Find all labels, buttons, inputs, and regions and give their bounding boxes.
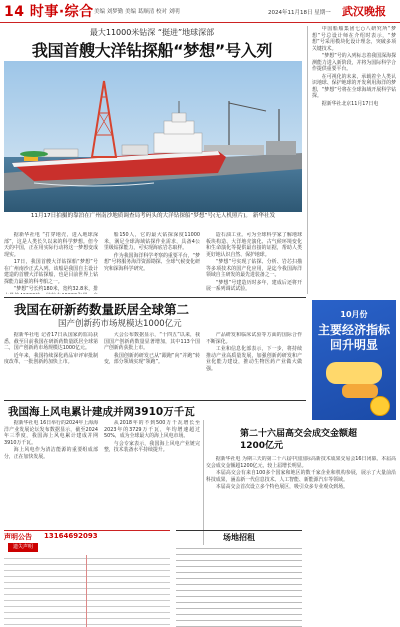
paragraph: “梦想”号的入列标志着我国深海探测能力进入新阶段，并将为国际科学合作提供重要平台。 [312, 53, 396, 72]
paragraph: 大会公布数据显示，“十四五”以来，我国国产创新药数量显著增加，其中113个国产创新药获批上市。 [104, 332, 200, 351]
top-story-headline: 我国首艘大洋钻探船“梦想”号入列 [31, 41, 273, 60]
coin-icon [370, 396, 390, 416]
ads-title: 声明公告 [4, 533, 32, 541]
paragraph: 船150人，它的最大钻探深度11000米，满足全球海域钻探作业需求，具备4公里级钻探能力，可实现海底岩芯取样。 [104, 232, 200, 251]
rental-ads [176, 530, 302, 627]
paragraph: 与会专家表示，我国海上风电产业链完整，技术装备水平持续提升。 [104, 440, 200, 453]
promo-decoration [342, 384, 378, 398]
paragraph: 产品研发和临床试验等方面的国际合作不断深化。 [206, 332, 302, 345]
ship-photo [4, 61, 302, 212]
paragraph: 本届高交会有来自100多个国家和地区的数千家企业和机构参展，展示了大量前沿科技成果，涵盖新一代信息技术、人工智能、新能源汽车等领域。 [206, 470, 396, 483]
story4-headline-line-1 [240, 428, 380, 452]
story3-col-2 [104, 420, 200, 526]
issue-date: 2024年11月18日 星期一 [268, 10, 331, 16]
paragraph: 近年来，我国持续深化药品审评审批制度改革，一批创新药加快上市。 [4, 352, 98, 365]
paragraph: 本届高交会首次设立多个特色展区，吸引众多专业观众到场。 [215, 484, 348, 490]
paragraph: 据新华社电 16日举行的2024年上海海洋产业发展论坛发布数据显示，截至2024年三季度，我国海上风电累计建成并网3910万千瓦。 [4, 420, 98, 446]
story2-subhead: 国产创新药市场规模达1000亿元 [58, 319, 182, 329]
column-divider [307, 26, 308, 294]
ads-listing-text [4, 555, 170, 627]
paragraph: 据新华社电 记者17日从国家药监局获悉，截至目前我国在研新药数量跃居全球第二，国产创新药市场规模达1000亿元。 [4, 332, 98, 351]
paragraph: 据新华社电 为期三天的第二十六届中国国际高新技术成果交易会16日闭幕。本届高交会成交金额超1200亿元，较上届增长明显。 [206, 456, 396, 469]
top-story-col-3 [206, 232, 302, 294]
story3-col-1 [4, 420, 98, 526]
paragraph: “梦想”号实现了钻探、分析、岩芯扫描等多项技术的国产化应用，是迄今我国海洋领域自主研发的最先进装备之一。 [206, 259, 302, 278]
story2-headline: 我国在研新药数量跃居全球第二 [14, 302, 190, 317]
story2-col-3 [206, 332, 302, 396]
ads-tag: 遗失声明 [8, 543, 38, 552]
rental-listing-text [176, 545, 302, 627]
paragraph: 据新华社北京11月17日电 [321, 100, 379, 107]
paragraph: 造石油工业。可为全球科学家了解地球板块构造、大洋地壳演化、古气候环境变化和生命演化等提供最直接的证据，帮助人类更好地认识自然、保护地球。 [206, 232, 302, 258]
top-story-col-4 [312, 26, 396, 294]
paper-name: 武汉晚报 [342, 5, 386, 18]
top-story-subhead: 最大11000米钻深 “挺进”地球深部 [89, 28, 215, 37]
promo-line-3: 回升明显 [329, 338, 378, 352]
paragraph: “梦想”号建造历时多年，建成后还将开展一系列调试试验。 [206, 279, 302, 292]
paragraph: “梦想”号长约180米，宽约32.8米，排 [13, 286, 98, 292]
promo-line-2: 主要经济指标 [317, 323, 390, 337]
paragraph: 工业和信息化部表示，下一步，将持续推动产业高质量发展，加强创新药研发和产业化能力建设，推动生物医药产业做大做强。 [206, 346, 302, 372]
paragraph: 从2018年的不到500万千瓦增长至2023年的3729万千瓦，年均增速超过50%，成为全球最大的海上风电市场。 [104, 420, 200, 439]
promo-line-1: 10月份 [340, 310, 368, 319]
editors-line: 美编 刘梦勤 美编 葛顺清 校对 刘明 [94, 9, 180, 15]
ship-illustration [4, 61, 302, 212]
paragraph: 17日，我国首艘大洋钻探船“梦想”号在广州南沙正式入列。该船是我国自主设计建造的首艘大洋钻探船，也是目前世界上钻探能力最强的科考船之一。 [4, 259, 98, 285]
story2-col-1 [4, 332, 98, 396]
top-story-col-2 [104, 232, 200, 294]
section-rule [4, 297, 306, 298]
classified-ads [4, 530, 170, 627]
page-header [0, 0, 400, 23]
top-story-col-1 [4, 232, 98, 294]
section-rule [4, 400, 306, 401]
paragraph: 我国创新药研发已从“跟跑”向“并跑”转变，部分领域实现“领跑”。 [104, 352, 200, 365]
story3-headline: 我国海上风电累计建成并网3910万千瓦 [8, 406, 195, 418]
photo-caption: 11月17日拍摄的靠泊在广州南沙地质调查局考码头的大洋钻探船“梦想”号(无人机照片)。 新华社发 [30, 213, 276, 219]
paragraph: 作为我国海洋科学考察的重要平台，“梦想”号将服务海洋资源勘探、全球气候变化研究和深海科学研究。 [104, 252, 200, 272]
economy-promo-banner[interactable] [312, 300, 396, 420]
story2-col-2 [104, 332, 200, 396]
paragraph: 海上风电作为清洁能源的重要组成部分，正在加快发展。 [4, 447, 98, 460]
story4-headline: 第二十六届高交会成交金额超1200亿元 [240, 429, 358, 451]
page-number: 14 时事·综合 [4, 4, 94, 20]
paragraph: 据新华社电 “打穿地壳，进入地球深部”，这是人类长久以来的科学梦想。但今天的中国，正在用实际行动将这一梦想变成现实。 [4, 232, 98, 258]
rental-title: 场地招租 [223, 533, 255, 542]
ads-phone: 13164692093 [44, 532, 98, 540]
paragraph: 中国船舶集团七○八研究所“梦想”号总设计师在介绍时表示，“梦想”号采用模块化设计理念，突破多项关键技术。 [312, 26, 396, 52]
promo-decoration [326, 362, 382, 384]
paragraph: 在可视化的未来，承载着全人类认识地球、保护地球的开发利用海洋的梦想，“梦想”号将在全球海域开展科学钻探。 [312, 73, 396, 99]
